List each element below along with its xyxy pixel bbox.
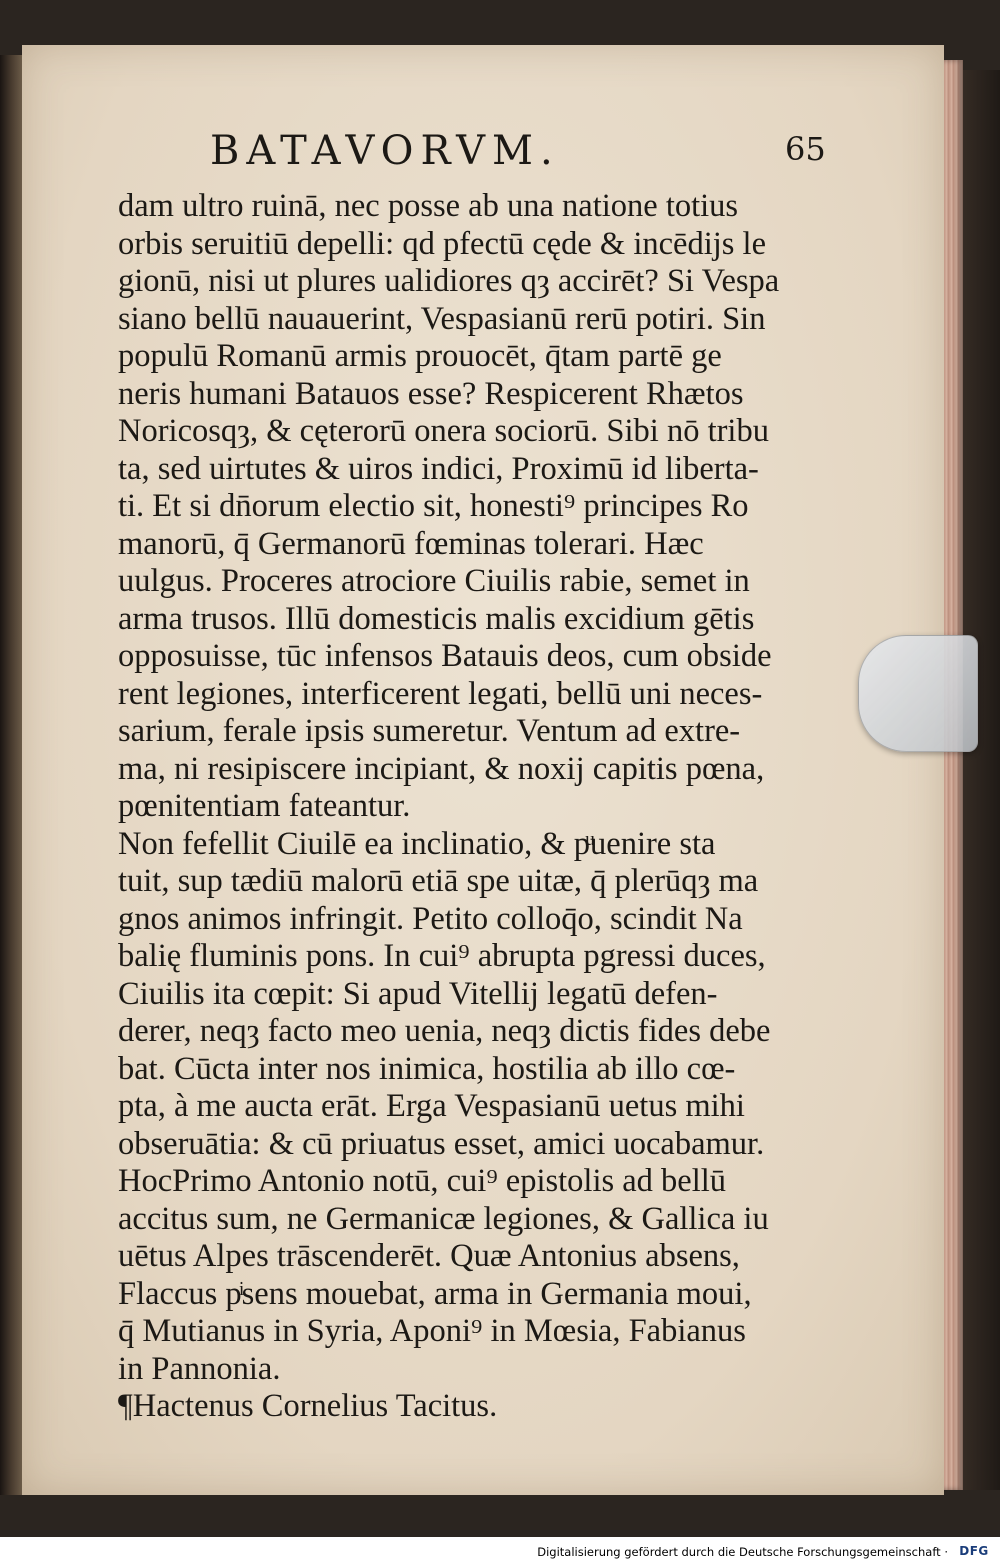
text-line: obseruātia: & cū priuatus esset, amici uocabamur. — [118, 1125, 765, 1162]
text-line: q̄ Mutianus in Syria, Aponi⁹ in Mœsia, Fabianus — [118, 1313, 746, 1349]
text-line: pœnitentiam fateantur. — [118, 788, 411, 824]
text-line: in Pannonia. — [118, 1350, 281, 1387]
digitization-footer — [0, 1537, 1000, 1565]
text-line: HocPrimo Antonio notū, cui⁹ epistolis ad bellū — [118, 1163, 727, 1199]
text-line: gionū, nisi ut plures ualidiores qȝ accirēt? Si Vespa — [118, 263, 780, 299]
page-number: 65 — [785, 130, 826, 168]
text-line: accitus sum, ne Germanicæ legiones, & Gallica iu — [118, 1200, 769, 1237]
text-line: uulgus. Proceres atrociore Ciuilis rabie, semet in — [118, 563, 750, 599]
page-clip — [858, 635, 978, 752]
text-line: Flaccus pͥsens mouebat, arma in Germania moui, — [118, 1275, 752, 1312]
text-line: rent legiones, interficerent legati, bellū uni neces- — [118, 675, 763, 712]
text-line: Noricosqȝ, & cęterorū onera sociorū. Sibi nō tribu — [118, 413, 769, 449]
dfg-logo: DFG — [959, 1544, 989, 1558]
text-line: derer, neqȝ facto meo uenia, neqȝ dictis fides debe — [118, 1013, 771, 1049]
text-line: siano bellū nauauerint, Vespasianū rerū potiri. Sin — [118, 300, 766, 337]
text-line: neris humani Batauos esse? Respicerent Rhætos — [118, 375, 744, 412]
text-line: manorū, q̄ Germanorū fœminas tolerari. Hæc — [118, 525, 704, 562]
text-line: balię fluminis pons. In cui⁹ abrupta pgressi duces, — [118, 938, 766, 974]
text-line: gnos animos infringit. Petito colloq̄o, scindit Na — [118, 900, 743, 937]
running-head: BATAVORVM. — [210, 128, 560, 174]
text-line: Ciuilis ita cœpit: Si apud Vitellij legatū defen- — [118, 975, 718, 1012]
text-line: ti. Et si dn̄orum electio sit, honesti⁹ principes Ro — [118, 488, 749, 524]
text-line: tuit, sup tædiū malorū etiā spe uitæ, q̄ plerūqȝ ma — [118, 863, 759, 899]
text-line: pta, à me aucta erāt. Erga Vespasianū uetus mihi — [118, 1088, 745, 1124]
footer-credit: Digitalisierung gefördert durch die Deutsche Forschungsgemeinschaft · — [537, 1545, 948, 1559]
text-line: orbis seruitiū depelli: qd pfectū cęde & incēdijs le — [118, 225, 767, 262]
text-line: populū Romanū armis prouocēt, q̄tam partē ge — [118, 338, 722, 374]
text-line: dam ultro ruinā, nec posse ab una natione totius — [118, 188, 739, 224]
text-line: ta, sed uirtutes & uiros indici, Proximū id liberta- — [118, 450, 759, 487]
text-line: arma trusos. Illū domesticis malis excidium gētis — [118, 600, 755, 637]
text-line: bat. Cūcta inter nos inimica, hostilia ab illo cœ- — [118, 1050, 736, 1087]
text-line: opposuisse, tūc infensos Batauis deos, cum obside — [118, 638, 772, 674]
text-line: ¶Hactenus Cornelius Tacitus. — [118, 1388, 498, 1424]
text-line: ma, ni resipiscere incipiant, & noxij capitis pœna, — [118, 750, 765, 787]
text-line: Non fefellit Ciuilē ea inclinatio, & pͧuenire sta — [118, 825, 716, 862]
body-text — [118, 188, 798, 1426]
left-page-edge — [0, 55, 24, 1495]
text-line: uētus Alpes trāscenderēt. Quæ Antonius absens, — [118, 1238, 740, 1274]
text-line: sarium, ferale ipsis sumeretur. Ventum ad extre- — [118, 713, 741, 749]
